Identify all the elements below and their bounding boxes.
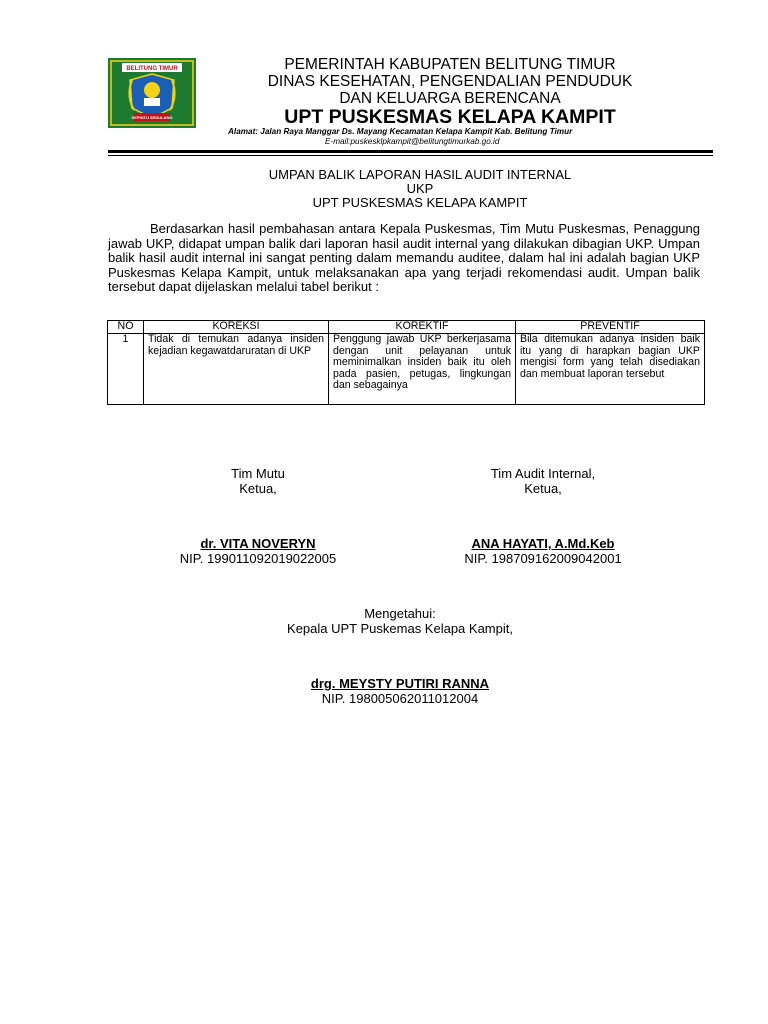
table-row [108, 334, 705, 405]
header-korektif: KOREKTIF [329, 321, 516, 334]
address-line: Alamat: Jalan Raya Manggar Ds. Mayang Kecamatan Kelapa Kampit Kab. Belitung Timur [228, 127, 573, 136]
right-sign-role: Tim Audit Internal, [490, 466, 596, 481]
feedback-table [107, 320, 705, 405]
intro-text: Berdasarkan hasil pembahasan antara Kepala Puskesmas, Tim Mutu Puskesmas, Penaggung jawab UKP, didapat umpan balik dari laporan hasil audit internal yang dilakukan dibagian UKP. Umpan balik hasil audit internal ini sangat penting dalam memandu auditee, dalam hal ini adalah bagian UKP Puskesmas Kelapa Kampit, untuk melaksanakan apa yang terjadi rekomendasi audit. Umpan balik tersebut dapat dijelaskan melalui tabel berikut : [108, 221, 700, 294]
gov-line: PEMERINTAH KABUPATEN BELITUNG TIMUR [284, 56, 616, 73]
regency-logo [108, 58, 196, 128]
cell-preventif: Bila ditemukan adanya insiden baik itu yang di harapkan bagian UKP mengisi form yang telah disediakan dan membuat laporan tersebut [516, 334, 705, 405]
cell-no: 1 [108, 334, 144, 405]
institution-name: UPT PUSKESMAS KELAPA KAMPIT [284, 106, 616, 128]
agency-line: DINAS KESEHATAN, PENGENDALIAN PENDUDUK [267, 73, 633, 90]
right-sign-position: Ketua, [524, 481, 562, 496]
logo-motto: SEPINTU SEDULANG [131, 115, 173, 120]
doc-title: UMPAN BALIK LAPORAN HASIL AUDIT INTERNAL [268, 167, 572, 182]
cell-koreksi: Tidak di temukan adanya insiden kejadian kegawatdaruratan di UKP [144, 334, 329, 405]
bottom-signer-name: drg. MEYSTY PUTIRI RANNA [310, 676, 490, 691]
doc-subtitle-2: UPT PUSKESMAS KELAPA KAMPIT [312, 195, 528, 210]
bottom-signer-nip: NIP. 198005062011012004 [321, 691, 479, 706]
bottom-sign-position: Kepala UPT Puskemas Kelapa Kampit, [287, 621, 513, 636]
right-signer-nip: NIP. 198709162009042001 [464, 551, 622, 566]
bottom-sign-label: Mengetahui: [364, 606, 436, 621]
letterhead-rule-thin [108, 155, 713, 156]
email-line: E-mail:puskesklpkampit@belitungtimurkab.go.id [325, 137, 500, 146]
agency-line-2: DAN KELUARGA BERENCANA [339, 90, 561, 107]
header-preventif: PREVENTIF [516, 321, 705, 334]
left-signer-name: dr. VITA NOVERYN [200, 536, 316, 551]
letterhead-rule-thick [108, 150, 713, 153]
logo-text: BELITUNG TIMUR [126, 66, 178, 72]
cell-korektif: Penggung jawab UKP berkerjasama dengan unit pelayanan untuk meminimalkan insiden baik itu oleh pada pasien, petugas, lingkungan dan sebagainya [329, 334, 516, 405]
table-header-row [108, 321, 705, 334]
doc-subtitle: UKP [406, 181, 434, 196]
left-sign-role: Tim Mutu [231, 466, 285, 481]
header-koreksi: KOREKSI [144, 321, 329, 334]
intro-paragraph [108, 222, 700, 295]
left-signer-nip: NIP. 199011092019022005 [179, 551, 337, 566]
left-sign-position: Ketua, [239, 481, 277, 496]
header-no: NO [108, 321, 144, 334]
right-signer-name: ANA HAYATI, A.Md.Keb [471, 536, 615, 551]
